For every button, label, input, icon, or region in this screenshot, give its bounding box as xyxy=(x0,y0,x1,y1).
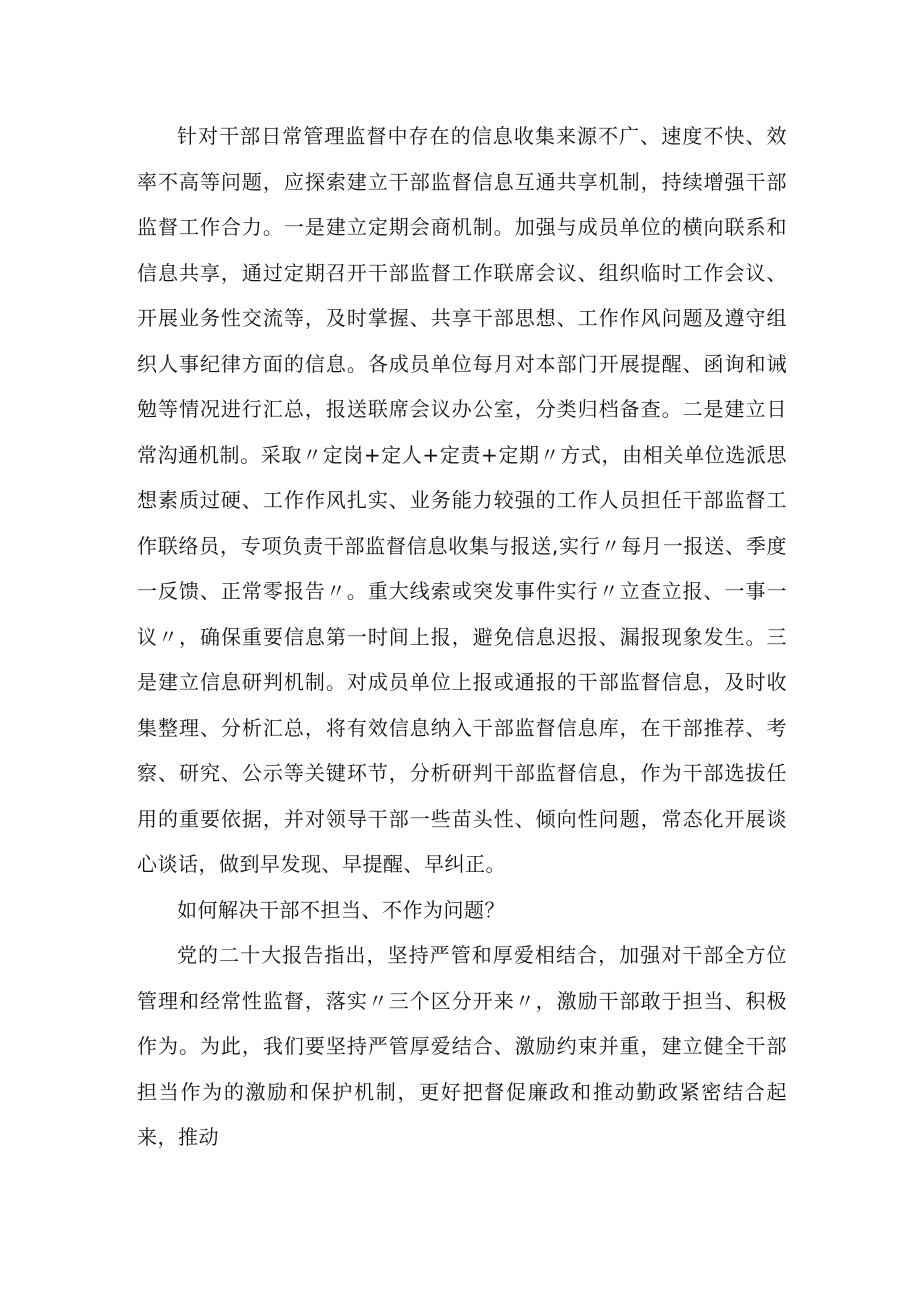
body-paragraph-2: 党的二十大报告指出，坚持严管和厚爱相结合，加强对干部全方位管理和经常性监督，落实〃三个区分开来〃，激励干部敢于担当、积极作为。为此，我们要坚持严管厚爱结合、激励约束并重，建立健全干部担当作为的激励和保护机制，更好把督促廉政和推动勤政紧密结合起来，推动 xyxy=(137,943,787,1149)
body-paragraph-1: 针对干部日常管理监督中存在的信息收集来源不广、速度不快、效率不高等问题，应探索建立干部监督信息互通共享机制，持续增强干部监督工作合力。一是建立定期会商机制。加强与成员单位的横向联系和信息共享，通过定期召开干部监督工作联席会议、组织临时工作会议、开展业务性交流等，及时掌握、共享干部思想、工作作风问题及遵守组织人事纪律方面的信息。各成员单位每月对本部门开展提醒、函询和诫勉等情况进行汇总，报送联席会议办公室，分类归档备查。二是建立日常沟通机制。采取〃定岗+定人+定责+定期〃方式，由相关单位选派思想素质过硬、工作作风扎实、业务能力较强的工作人员担任干部监督工作联络员，专项负责干部监督信息收集与报送,实行〃每月一报送、季度一反馈、正常零报告〃。重大线索或突发事件实行〃立查立报、一事一议〃，确保重要信息第一时间上报，避免信息迟报、漏报现象发生。三是建立信息研判机制。对成员单位上报或通报的干部监督信息，及时收集整理、分析汇总，将有效信息纳入干部监督信息库，在干部推荐、考察、研究、公示等关键环节，分析研判干部监督信息，作为干部选拔任用的重要依据，并对领导干部一些苗头性、倾向性问题，常态化开展谈心谈话，做到早发现、早提醒、早纠正。 xyxy=(137,124,787,876)
document-body xyxy=(137,114,787,1161)
question-heading: 如何解决干部不担当、不作为问题？ xyxy=(177,897,505,922)
